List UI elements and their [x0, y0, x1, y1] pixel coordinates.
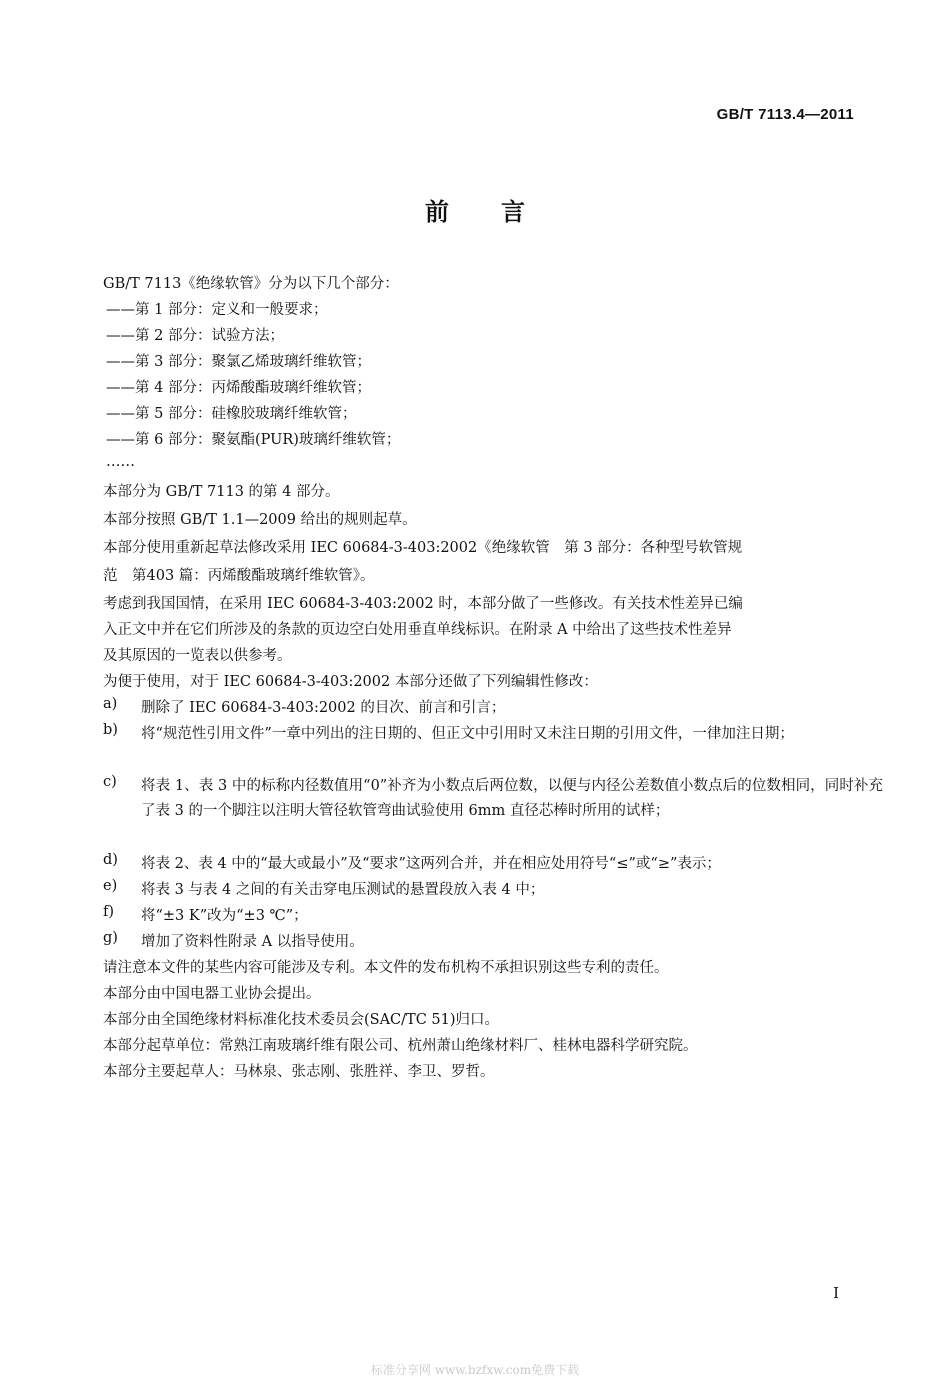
part-item: ——第 4 部分：丙烯酸酯玻璃纤维软管；: [106, 380, 371, 396]
part-item: ——第 1 部分：定义和一般要求；: [106, 302, 328, 318]
watermark: 标准分享网 www.bzfxw.com免费下载: [370, 1363, 580, 1377]
parts-ellipsis: ……: [106, 454, 135, 470]
edit-text: 将“±3 K”改为“±3 ℃”；: [141, 908, 308, 924]
committee: 本部分由全国绝缘材料标准化技术委员会(SAC/TC 51)归口。: [103, 1012, 500, 1028]
edit-label: d): [103, 852, 118, 868]
part-item: ——第 6 部分：聚氨酯(PUR)玻璃纤维软管；: [106, 432, 401, 448]
page-number: I: [833, 1284, 839, 1302]
paragraph: 为便于使用，对于 IEC 60684-3-403:2002 本部分还做了下列编辑性修改：: [103, 674, 598, 690]
edit-text: 将“规范性引用文件”一章中列出的注日期的、但正文中引用时又未注日期的引用文件，一律加注日期；: [141, 726, 794, 742]
edit-label: g): [103, 930, 118, 946]
paragraph: 本部分使用重新起草法修改采用 IEC 60684-3-403:2002《绝缘软管 第 3 部分：各种型号软管规: [103, 540, 743, 556]
edit-label: e): [103, 878, 118, 894]
edit-text: 增加了资料性附录 A 以指导使用。: [141, 934, 364, 950]
paragraph: 及其原因的一览表以供参考。: [103, 648, 292, 664]
part-item: ——第 2 部分：试验方法；: [106, 328, 284, 344]
part-item: ——第 5 部分：硅橡胶玻璃纤维软管；: [106, 406, 357, 422]
paragraph: 本部分为 GB/T 7113 的第 4 部分。: [103, 484, 340, 500]
drafters: 本部分主要起草人：马林泉、张志刚、张胜祥、李卫、罗哲。: [103, 1064, 495, 1080]
standard-number: GB/T 7113.4—2011: [716, 106, 854, 123]
parts-intro: GB/T 7113《绝缘软管》分为以下几个部分：: [103, 276, 399, 292]
edit-label: b): [103, 722, 118, 738]
drafting-units: 本部分起草单位：常熟江南玻璃纤维有限公司、杭州萧山绝缘材料厂、桂林电器科学研究院。: [103, 1038, 698, 1054]
patent-notice: 请注意本文件的某些内容可能涉及专利。本文件的发布机构不承担识别这些专利的责任。: [103, 960, 669, 976]
edit-label: f): [103, 904, 115, 920]
edit-text: 将表 3 与表 4 之间的有关击穿电压测试的悬置段放入表 4 中；: [141, 882, 545, 898]
edit-text: 将表 2、表 4 中的“最大或最小”及“要求”这两列合并，并在相应处用符号“≤”或“≥”表示；: [141, 856, 721, 872]
paragraph: 考虑到我国国情，在采用 IEC 60684-3-403:2002 时，本部分做了一些修改。有关技术性差异已编: [103, 596, 743, 612]
edit-text: 删除了 IEC 60684-3-403:2002 的目次、前言和引言；: [141, 700, 506, 716]
proposer: 本部分由中国电器工业协会提出。: [103, 986, 321, 1002]
edit-label: a): [103, 696, 118, 712]
paragraph: 本部分按照 GB/T 1.1—2009 给出的规则起草。: [103, 512, 417, 528]
edit-text: 将表 1、表 3 中的标称内径数值用“0”补齐为小数点后两位数，以便与内径公差数值小数点后的位数相同，同时补充了表 3 的一个脚注以注明大管径软管弯曲试验使用 6mm 直径芯棒时所用的试样；: [141, 778, 883, 819]
paragraph: 入正文中并在它们所涉及的条款的页边空白处用垂直单线标识。在附录 A 中给出了这些技术性差异: [103, 622, 732, 638]
edit-label: c): [103, 774, 117, 790]
part-item: ——第 3 部分：聚氯乙烯玻璃纤维软管；: [106, 354, 371, 370]
page-title: 前言: [425, 198, 577, 226]
paragraph: 范 第403 篇：丙烯酸酯玻璃纤维软管》。: [103, 568, 375, 584]
